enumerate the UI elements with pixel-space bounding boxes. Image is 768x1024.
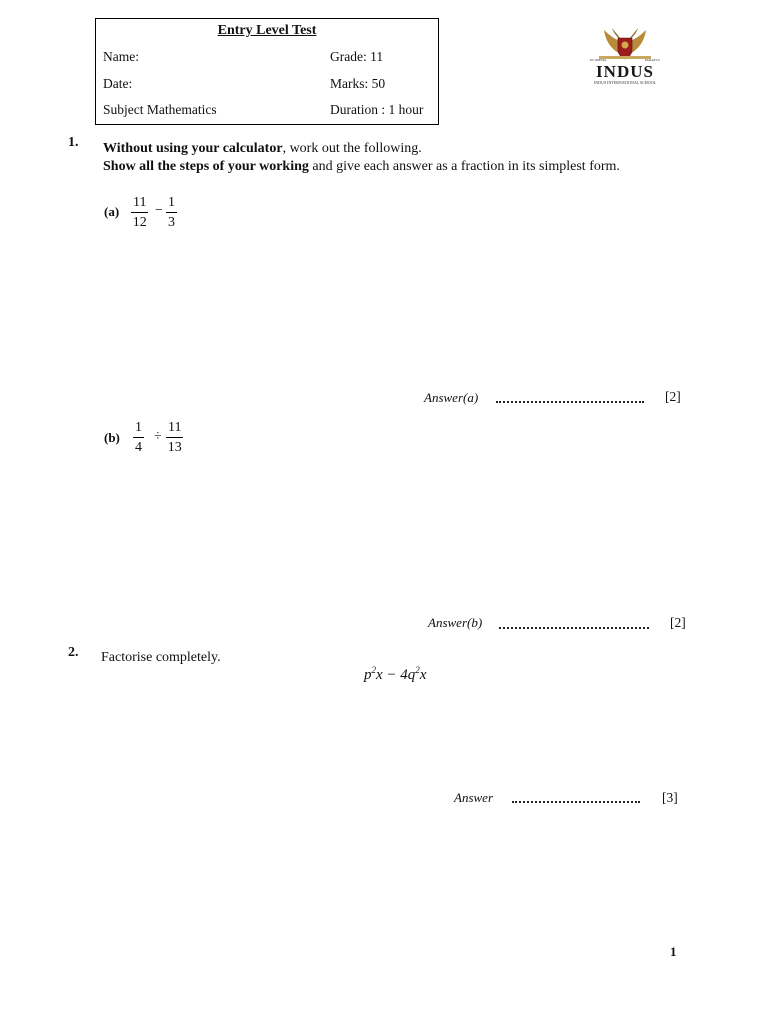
page-number: 1 bbox=[670, 944, 677, 959]
expr-q-exponent: 2 bbox=[415, 665, 420, 675]
grade-field: Grade: 11 bbox=[330, 49, 384, 64]
logo-motto-right: PARATUS bbox=[644, 58, 660, 62]
question-2-number: 2. bbox=[68, 645, 79, 660]
school-logo bbox=[590, 26, 660, 88]
part-a-label: (a) bbox=[104, 204, 120, 219]
q1-line1-emphasis: Without using your calculator bbox=[103, 141, 283, 156]
fraction-a-1 bbox=[131, 195, 148, 231]
fraction-b-1 bbox=[133, 420, 144, 456]
question-2-text: Factorise completely. bbox=[101, 650, 221, 665]
fraction-denominator: 3 bbox=[168, 215, 175, 230]
duration-field: Duration : 1 hour bbox=[330, 102, 424, 117]
answer-a-line[interactable] bbox=[496, 401, 644, 403]
expr-p-exponent: 2 bbox=[371, 665, 376, 675]
answer-b-label: Answer(b) bbox=[428, 615, 483, 630]
marks-field: Marks: 50 bbox=[330, 76, 386, 91]
answer-2-line[interactable] bbox=[512, 801, 640, 803]
operator-minus: − bbox=[155, 203, 163, 218]
marks-a: [2] bbox=[665, 389, 681, 404]
answer-b-line[interactable] bbox=[499, 627, 649, 629]
operator-divide: ÷ bbox=[154, 429, 162, 444]
question-1-line-2 bbox=[103, 159, 620, 175]
fraction-numerator: 1 bbox=[133, 420, 144, 438]
test-title: Entry Level Test bbox=[217, 23, 317, 38]
expr-p: p bbox=[364, 667, 372, 683]
subject-field: Subject Mathematics bbox=[103, 102, 217, 117]
part-b-label: (b) bbox=[104, 430, 120, 445]
q1-line2-rest: and give each answer as a fraction in its simplest form. bbox=[308, 159, 620, 174]
answer-2-label: Answer bbox=[454, 790, 493, 805]
fraction-numerator: 11 bbox=[131, 195, 148, 213]
fraction-a-2 bbox=[166, 195, 177, 231]
answer-a-label: Answer(a) bbox=[424, 390, 479, 405]
q1-line2-emphasis: Show all the steps of your working bbox=[103, 159, 309, 174]
question-1-number: 1. bbox=[68, 135, 79, 150]
fraction-denominator: 12 bbox=[132, 215, 147, 230]
fraction-numerator: 11 bbox=[166, 420, 183, 438]
question-1-line-1 bbox=[103, 141, 422, 157]
logo-subtitle: INDUS INTERNATIONAL SCHOOL bbox=[593, 80, 657, 85]
name-label: Name: bbox=[103, 49, 139, 64]
marks-b: [2] bbox=[670, 615, 686, 630]
logo-name: INDUS bbox=[596, 62, 654, 81]
expr-middle: x − 4q bbox=[376, 667, 416, 683]
fraction-numerator: 1 bbox=[166, 195, 177, 213]
factorise-expression bbox=[364, 665, 426, 684]
date-label: Date: bbox=[103, 76, 133, 91]
fraction-denominator: 4 bbox=[135, 440, 142, 455]
fraction-b-2 bbox=[166, 420, 183, 456]
marks-2: [3] bbox=[662, 790, 678, 805]
crest-icon bbox=[590, 26, 660, 62]
logo-motto-left: IN OMNIA bbox=[590, 58, 607, 62]
expr-x: x bbox=[419, 667, 427, 683]
test-info-box bbox=[95, 18, 439, 125]
q1-line1-rest: , work out the following. bbox=[282, 141, 422, 156]
fraction-denominator: 13 bbox=[167, 440, 182, 455]
